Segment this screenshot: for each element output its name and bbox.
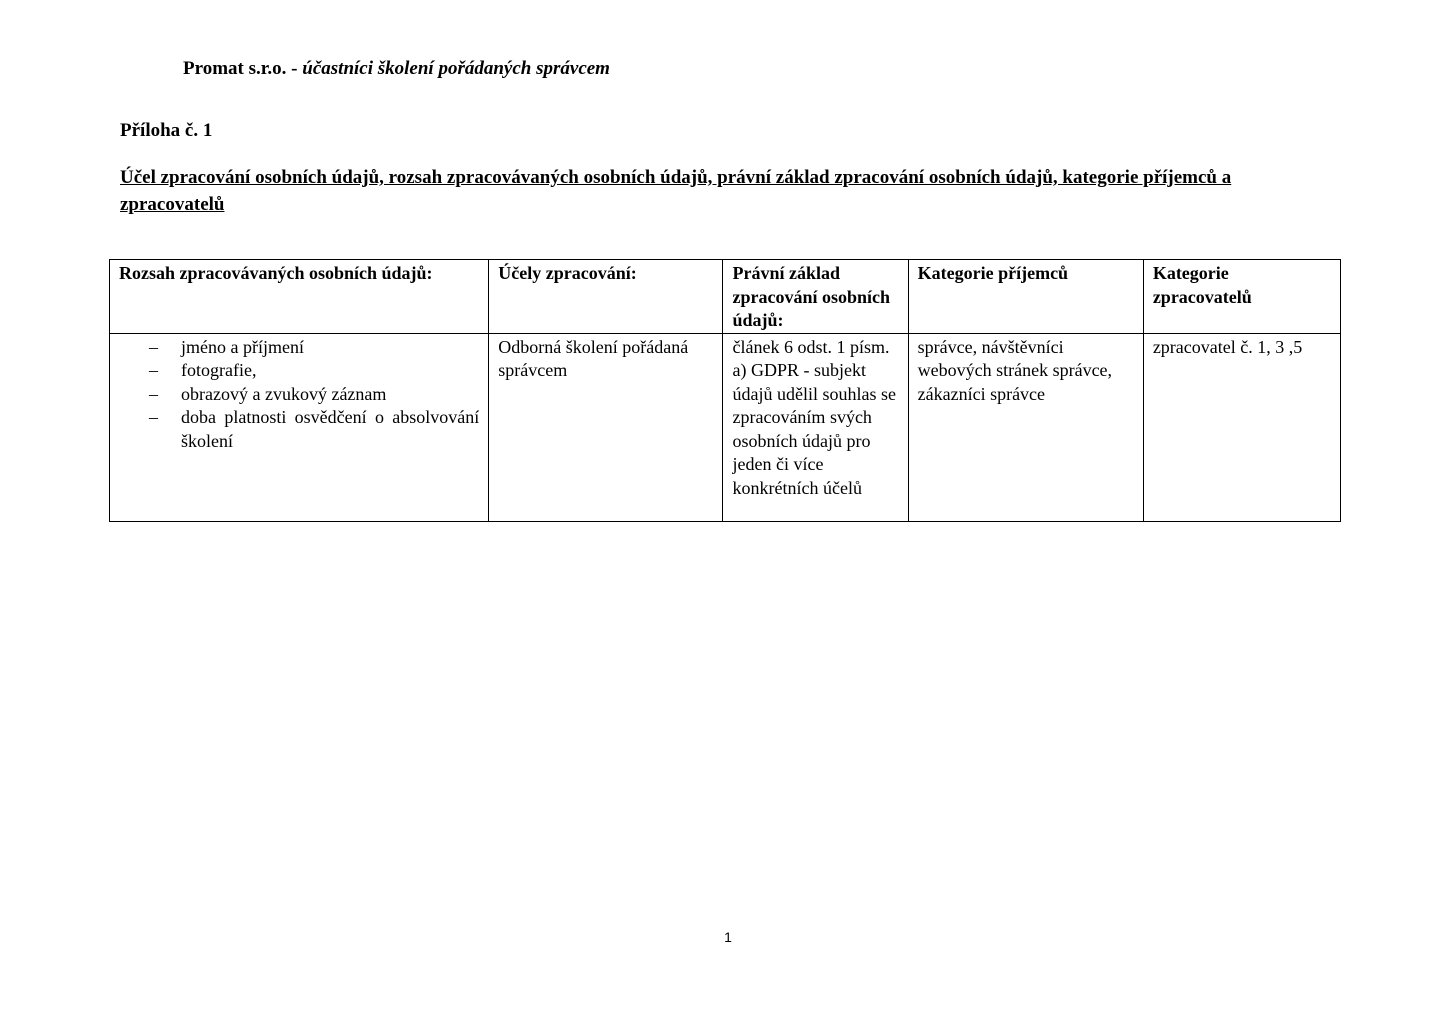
header-scope: Rozsah zpracovávaných osobních údajů: — [110, 260, 489, 334]
document-header — [183, 58, 610, 80]
cell-processors: zpracovatel č. 1, 3 ,5 — [1143, 333, 1340, 521]
cell-legal-basis: článek 6 odst. 1 písm. a) GDPR - subjekt údajů udělil souhlas se zpracováním svých osobních údajů pro jeden či více konkrétních účelů — [723, 333, 908, 521]
header-recipients: Kategorie příjemců — [908, 260, 1143, 334]
table-header-row — [110, 260, 1341, 334]
list-item: – obrazový a zvukový záznam — [181, 383, 479, 407]
header-processors: Kategorie zpracovatelů — [1143, 260, 1340, 334]
cell-recipients: správce, návštěvníci webových stránek správce, zákazníci správce — [908, 333, 1143, 521]
cell-purpose: Odborná školení pořádaná správcem — [489, 333, 723, 521]
cell-scope — [110, 333, 489, 521]
document-subtitle: účastníci školení pořádaných správcem — [302, 58, 610, 79]
header-purpose: Účely zpracování: — [489, 260, 723, 334]
annex-label: Příloha č. 1 — [120, 120, 213, 141]
processing-table — [109, 259, 1341, 522]
company-name: Promat s.r.o. - — [183, 58, 303, 79]
table-row — [110, 333, 1341, 521]
header-legal-basis: Právní základ zpracování osobních údajů: — [723, 260, 908, 334]
page-number: 1 — [724, 929, 732, 945]
list-item: – doba platnosti osvědčení o absolvování školení — [181, 406, 479, 453]
list-item: – jméno a příjmení — [181, 336, 479, 360]
section-title: Účel zpracování osobních údajů, rozsah zpracovávaných osobních údajů, právní základ zpracování osobních údajů, kategorie příjemců a zpracovatelů — [120, 167, 1232, 215]
list-item: – fotografie, — [181, 359, 479, 383]
scope-list — [119, 336, 479, 454]
